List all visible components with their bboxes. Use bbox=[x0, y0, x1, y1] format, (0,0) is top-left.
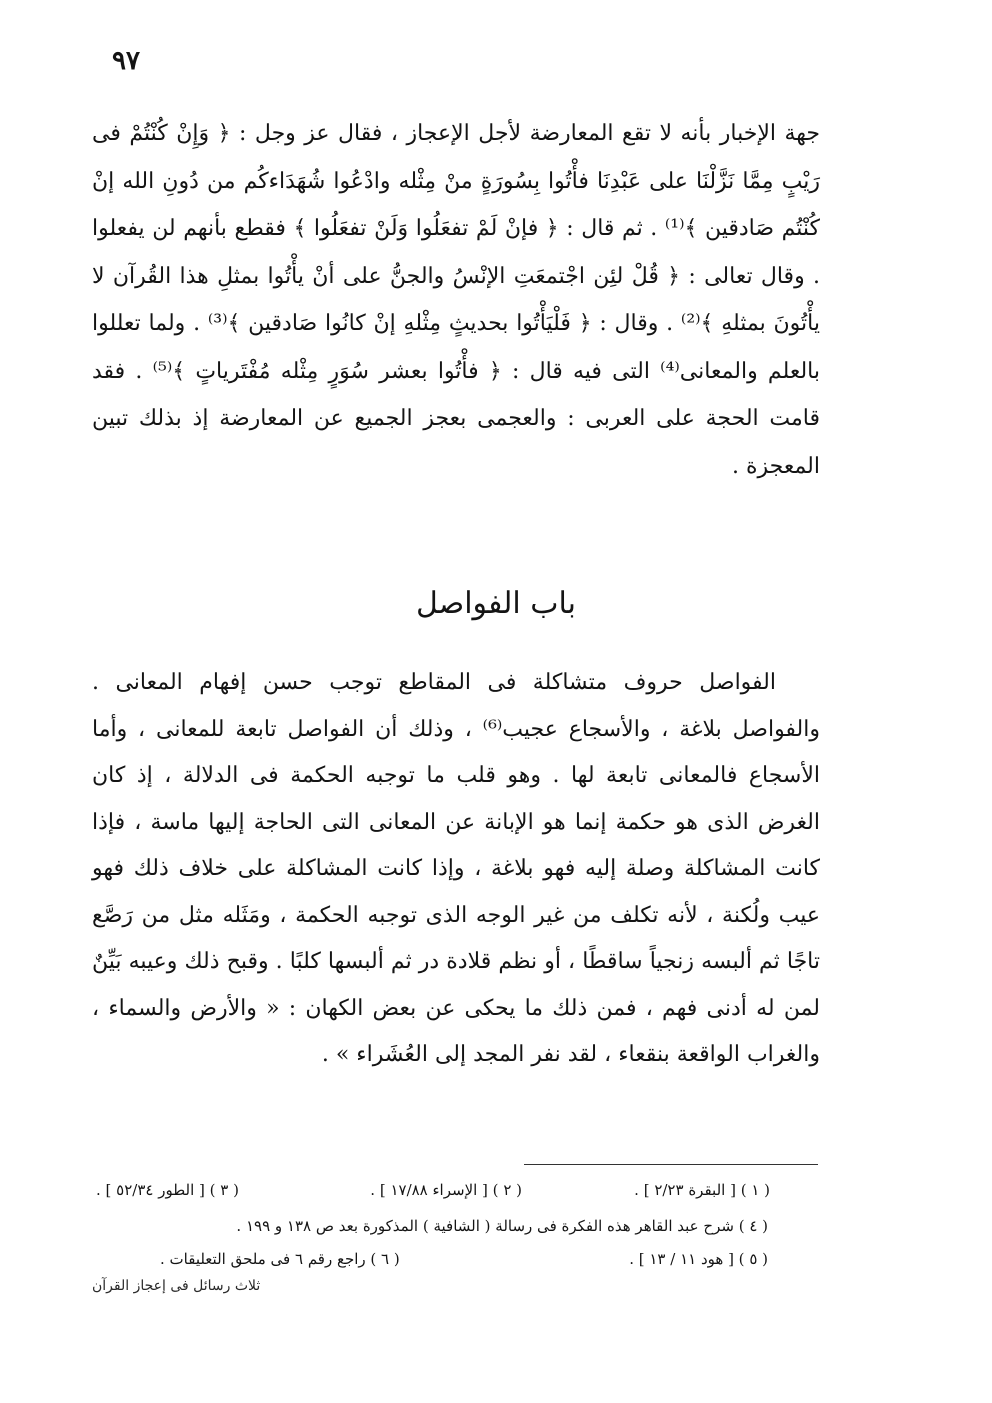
body-paragraph-1: جهة الإخبار بأنه لا تقع المعارضة لأجل الإعجاز ، فقال عز وجل : ﴿ وَإِنْ كُنْتُمْ فى رَيْبٍ مِمَّا نَزَّلْنَا على عَبْدِنَا فأْتُوا بِسُورَةٍ منْ مِثْله وادْعُوا شُهَدَاءكُم من دُونِ الله إنْ كُنْتُم صَادقين ﴾⁽¹⁾ . ثم قال : ﴿ فإنْ لَمْ تفعَلُوا وَلَنْ تفعَلُوا ﴾ فقطع بأنهم لن يفعلوا . وقال تعالى : ﴿ قُلْ لئِن اجْتمعَتِ الإنْسُ والجنُّ على أنْ يأْتُوا بمثلِ هذا القُرآن لا يأْتُونَ بمثلهِ ﴾⁽²⁾ . وقال : ﴿ فَلْيَأْتُوا بحديثٍ مِثْلهِ إنْ كانُوا صَادقين ﴾⁽³⁾ . ولما تعللوا بالعلم والمعانى⁽⁴⁾ التى فيه قال : ﴿ فأْتُوا بعشر سُوَرٍ مِثْله مُفْتَرياتٍ ﴾⁽⁵⁾ . فقد قامت الحجة على العربى : والعجمى بعجز الجميع عن المعارضة إذ بذلك تبين المعجزة . bbox=[92, 121, 821, 479]
footnote-4: ( ٤ ) شرح عبد القاهر هذه الفكرة فى رسالة ( الشافية ) المذكورة بعد ص ١٣٨ و ١٩٩ . bbox=[236, 1217, 768, 1235]
section-title: باب الفواصل bbox=[416, 586, 576, 621]
footnote-1: ( ١ ) [ البقرة ٢/٢٣ ] . bbox=[634, 1181, 770, 1199]
footnote-2: ( ٢ ) [ الإسراء ١٧/٨٨ ] . bbox=[370, 1181, 522, 1199]
page-number: ٩٧ bbox=[112, 46, 140, 76]
footnote-6: ( ٦ ) راجع رقم ٦ فى ملحق التعليقات . bbox=[160, 1250, 400, 1268]
book-title-footer: ثلاث رسائل فى إعجاز القرآن bbox=[92, 1278, 261, 1294]
footnote-5: ( ٥ ) [ هود ١١ / ١٣ ] . bbox=[629, 1250, 768, 1268]
footnote-3: ( ٣ ) [ الطور ٥٢/٣٤ ] . bbox=[96, 1181, 239, 1199]
body-paragraph-2: الفواصل حروف متشاكلة فى المقاطع توجب حسن إفهام المعانى . والفواصل بلاغة ، والأسجاع عجيب⁽⁶⁾ ، وذلك أن الفواصل تابعة للمعانى ، وأما الأسجاع فالمعانى تابعة لها . وهو قلب ما توجبه الحكمة فى الدلالة ، إذ كان الغرض الذى هو حكمة إنما هو الإبانة عن المعانى التى الحاجة إليها ماسة ، فإذا كانت المشاكلة وصلة إليه فهو بلاغة ، وإذا كانت المشاكلة على خلاف ذلك فهو عيب ولُكنة ، لأنه تكلف من غير الوجه الذى توجبه الحكمة ، ومَثَله مثل من رَصَّع تاجًا ثم ألبسه زنجياً ساقطًا ، أو نظم قلادة در ثم ألبسها كلبًا . وقبح ذلك وعيبه بَيِّنٌ لمن له أدنى فهم ، فمن ذلك ما يحكى عن بعض الكهان : « والأرض والسماء ، والغراب الواقعة بنقعاء ، لقد نفر المجد إلى العُشَراء » . bbox=[92, 670, 820, 1067]
footnote-divider bbox=[524, 1164, 818, 1165]
